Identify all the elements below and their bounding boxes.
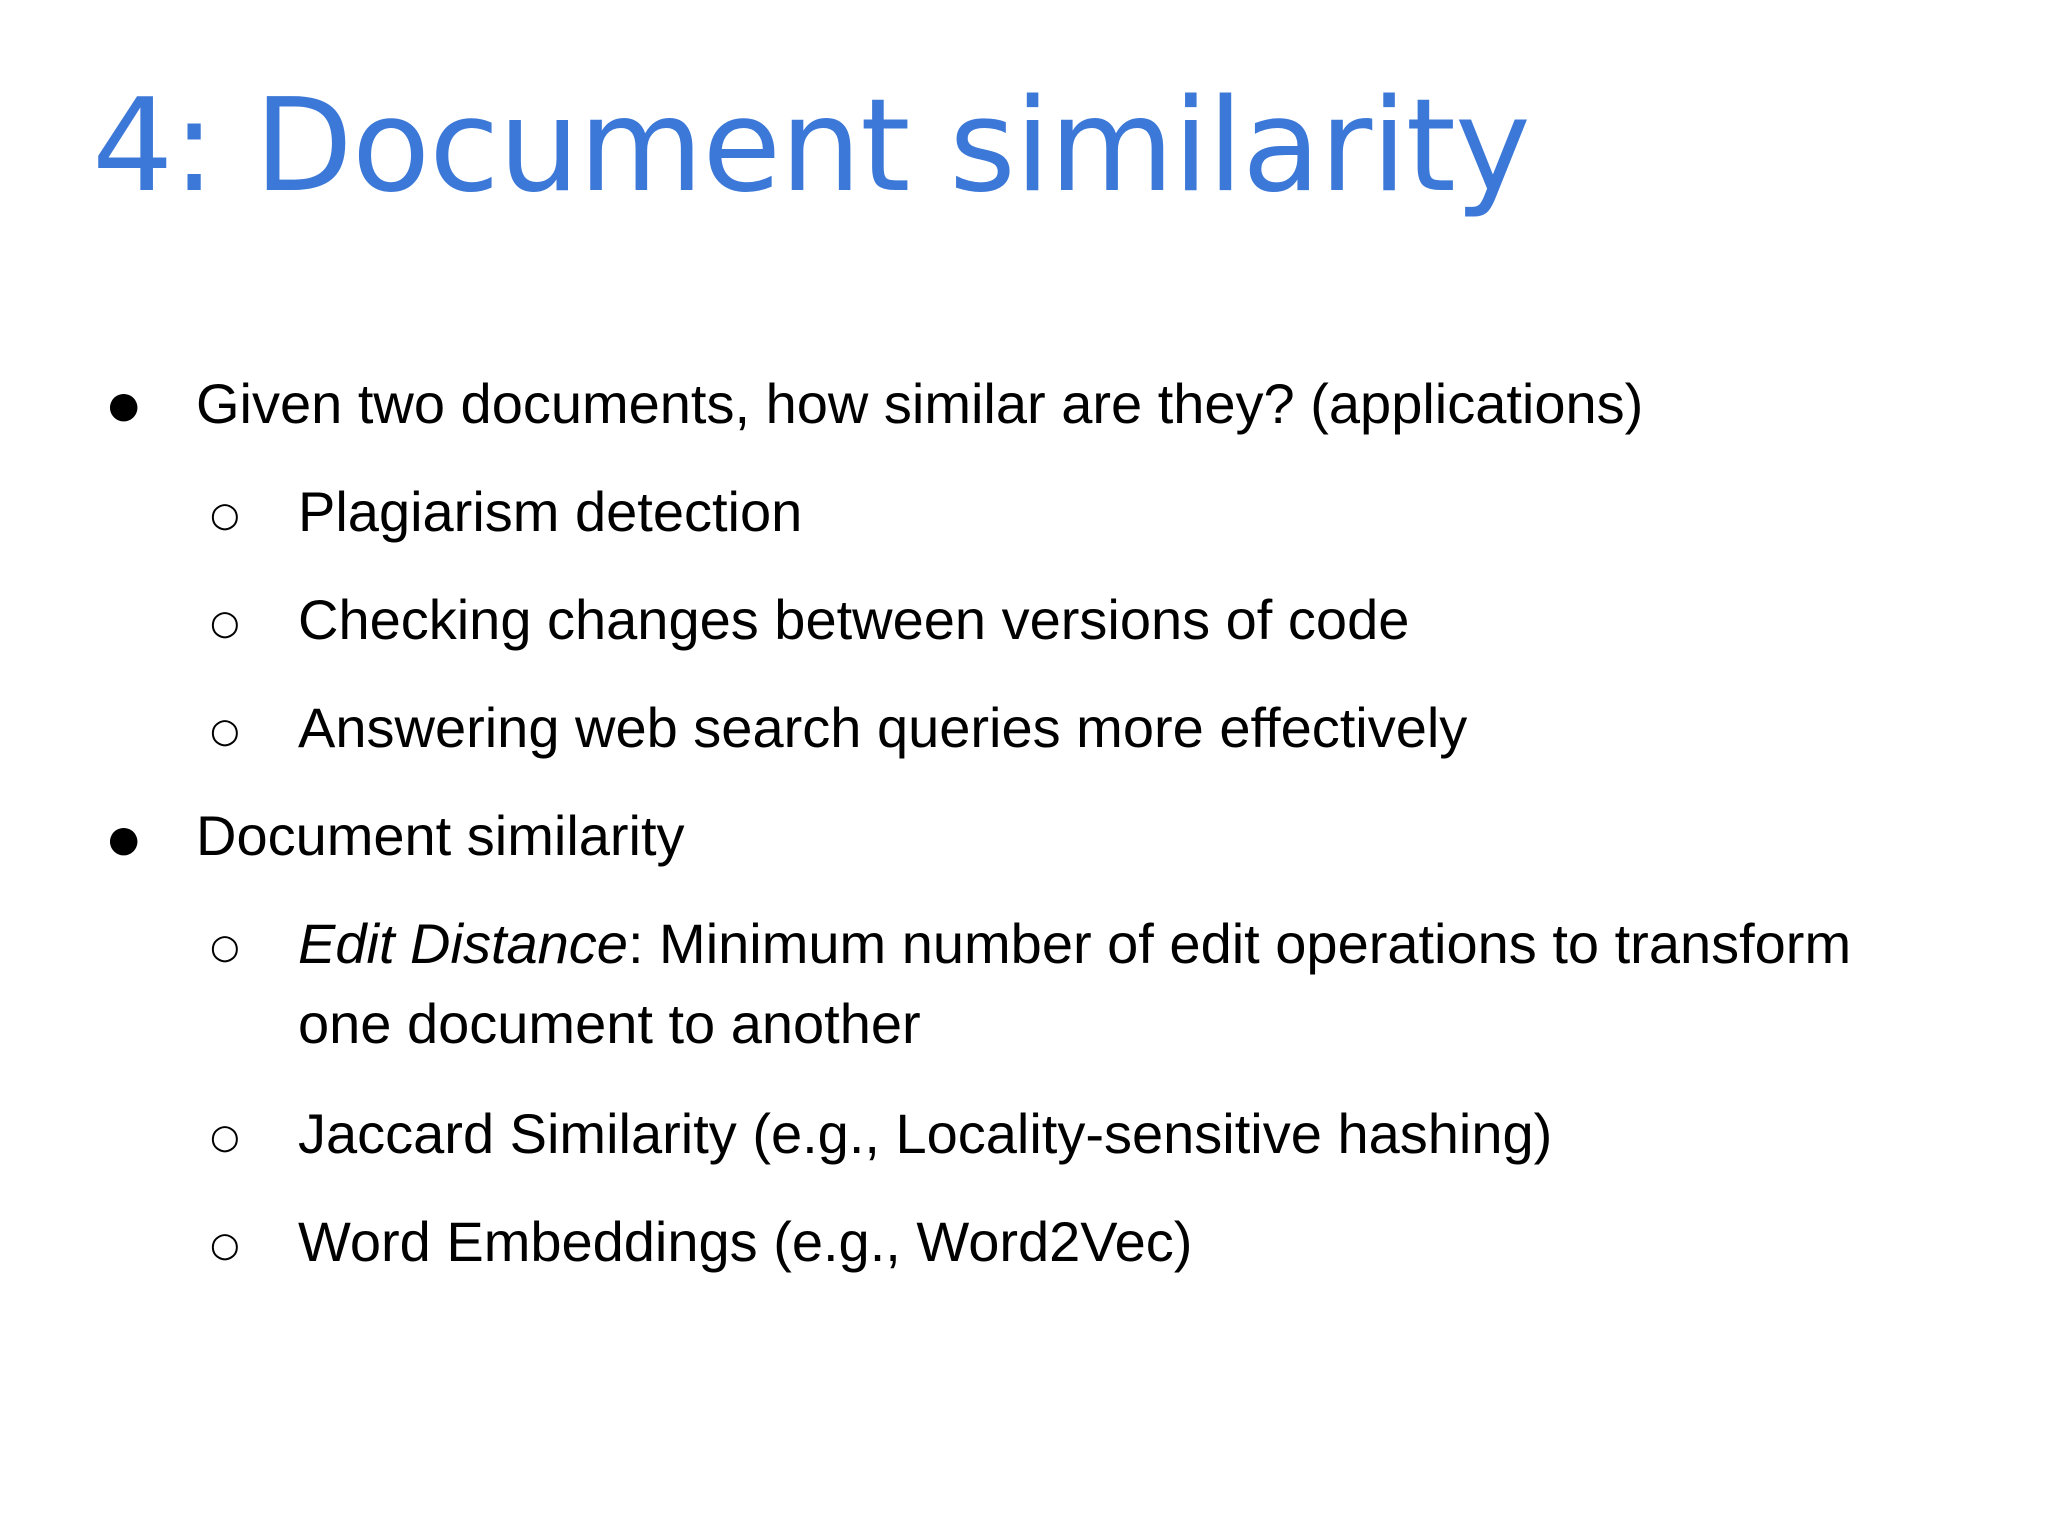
sub-bullet-marker: ○ xyxy=(210,1117,240,1157)
sub-bullet-text: Checking changes between versions of code xyxy=(298,588,1410,651)
bullet-marker: ● xyxy=(108,385,140,426)
sub-bullet-marker: ○ xyxy=(210,927,240,967)
sub-bullet-text: Plagiarism detection xyxy=(298,480,803,543)
bullet-text: Given two documents, how similar are they? (applications) xyxy=(196,372,1644,435)
bullet-text: Document similarity xyxy=(196,804,685,867)
edit-distance-term: Edit Distance xyxy=(298,912,628,975)
sub-bullet-text: Answering web search queries more effectively xyxy=(298,696,1468,759)
sub-bullet-text: Word Embeddings (e.g., Word2Vec) xyxy=(298,1210,1193,1273)
sub-bullet-marker: ○ xyxy=(210,711,240,751)
edit-distance-definition: : Minimum number of edit operations to transform one document to another xyxy=(298,912,1852,1055)
sub-bullet-marker: ○ xyxy=(210,495,240,535)
bullet-marker: ● xyxy=(108,819,140,860)
sub-bullet-marker: ○ xyxy=(210,603,240,643)
sub-bullet-marker: ○ xyxy=(210,1225,240,1265)
sub-bullet-text: Jaccard Similarity (e.g., Locality-sensitive hashing) xyxy=(298,1102,1553,1165)
slide-title: 4: Document similarity xyxy=(92,72,1530,221)
sub-bullet-text xyxy=(298,904,1948,1064)
